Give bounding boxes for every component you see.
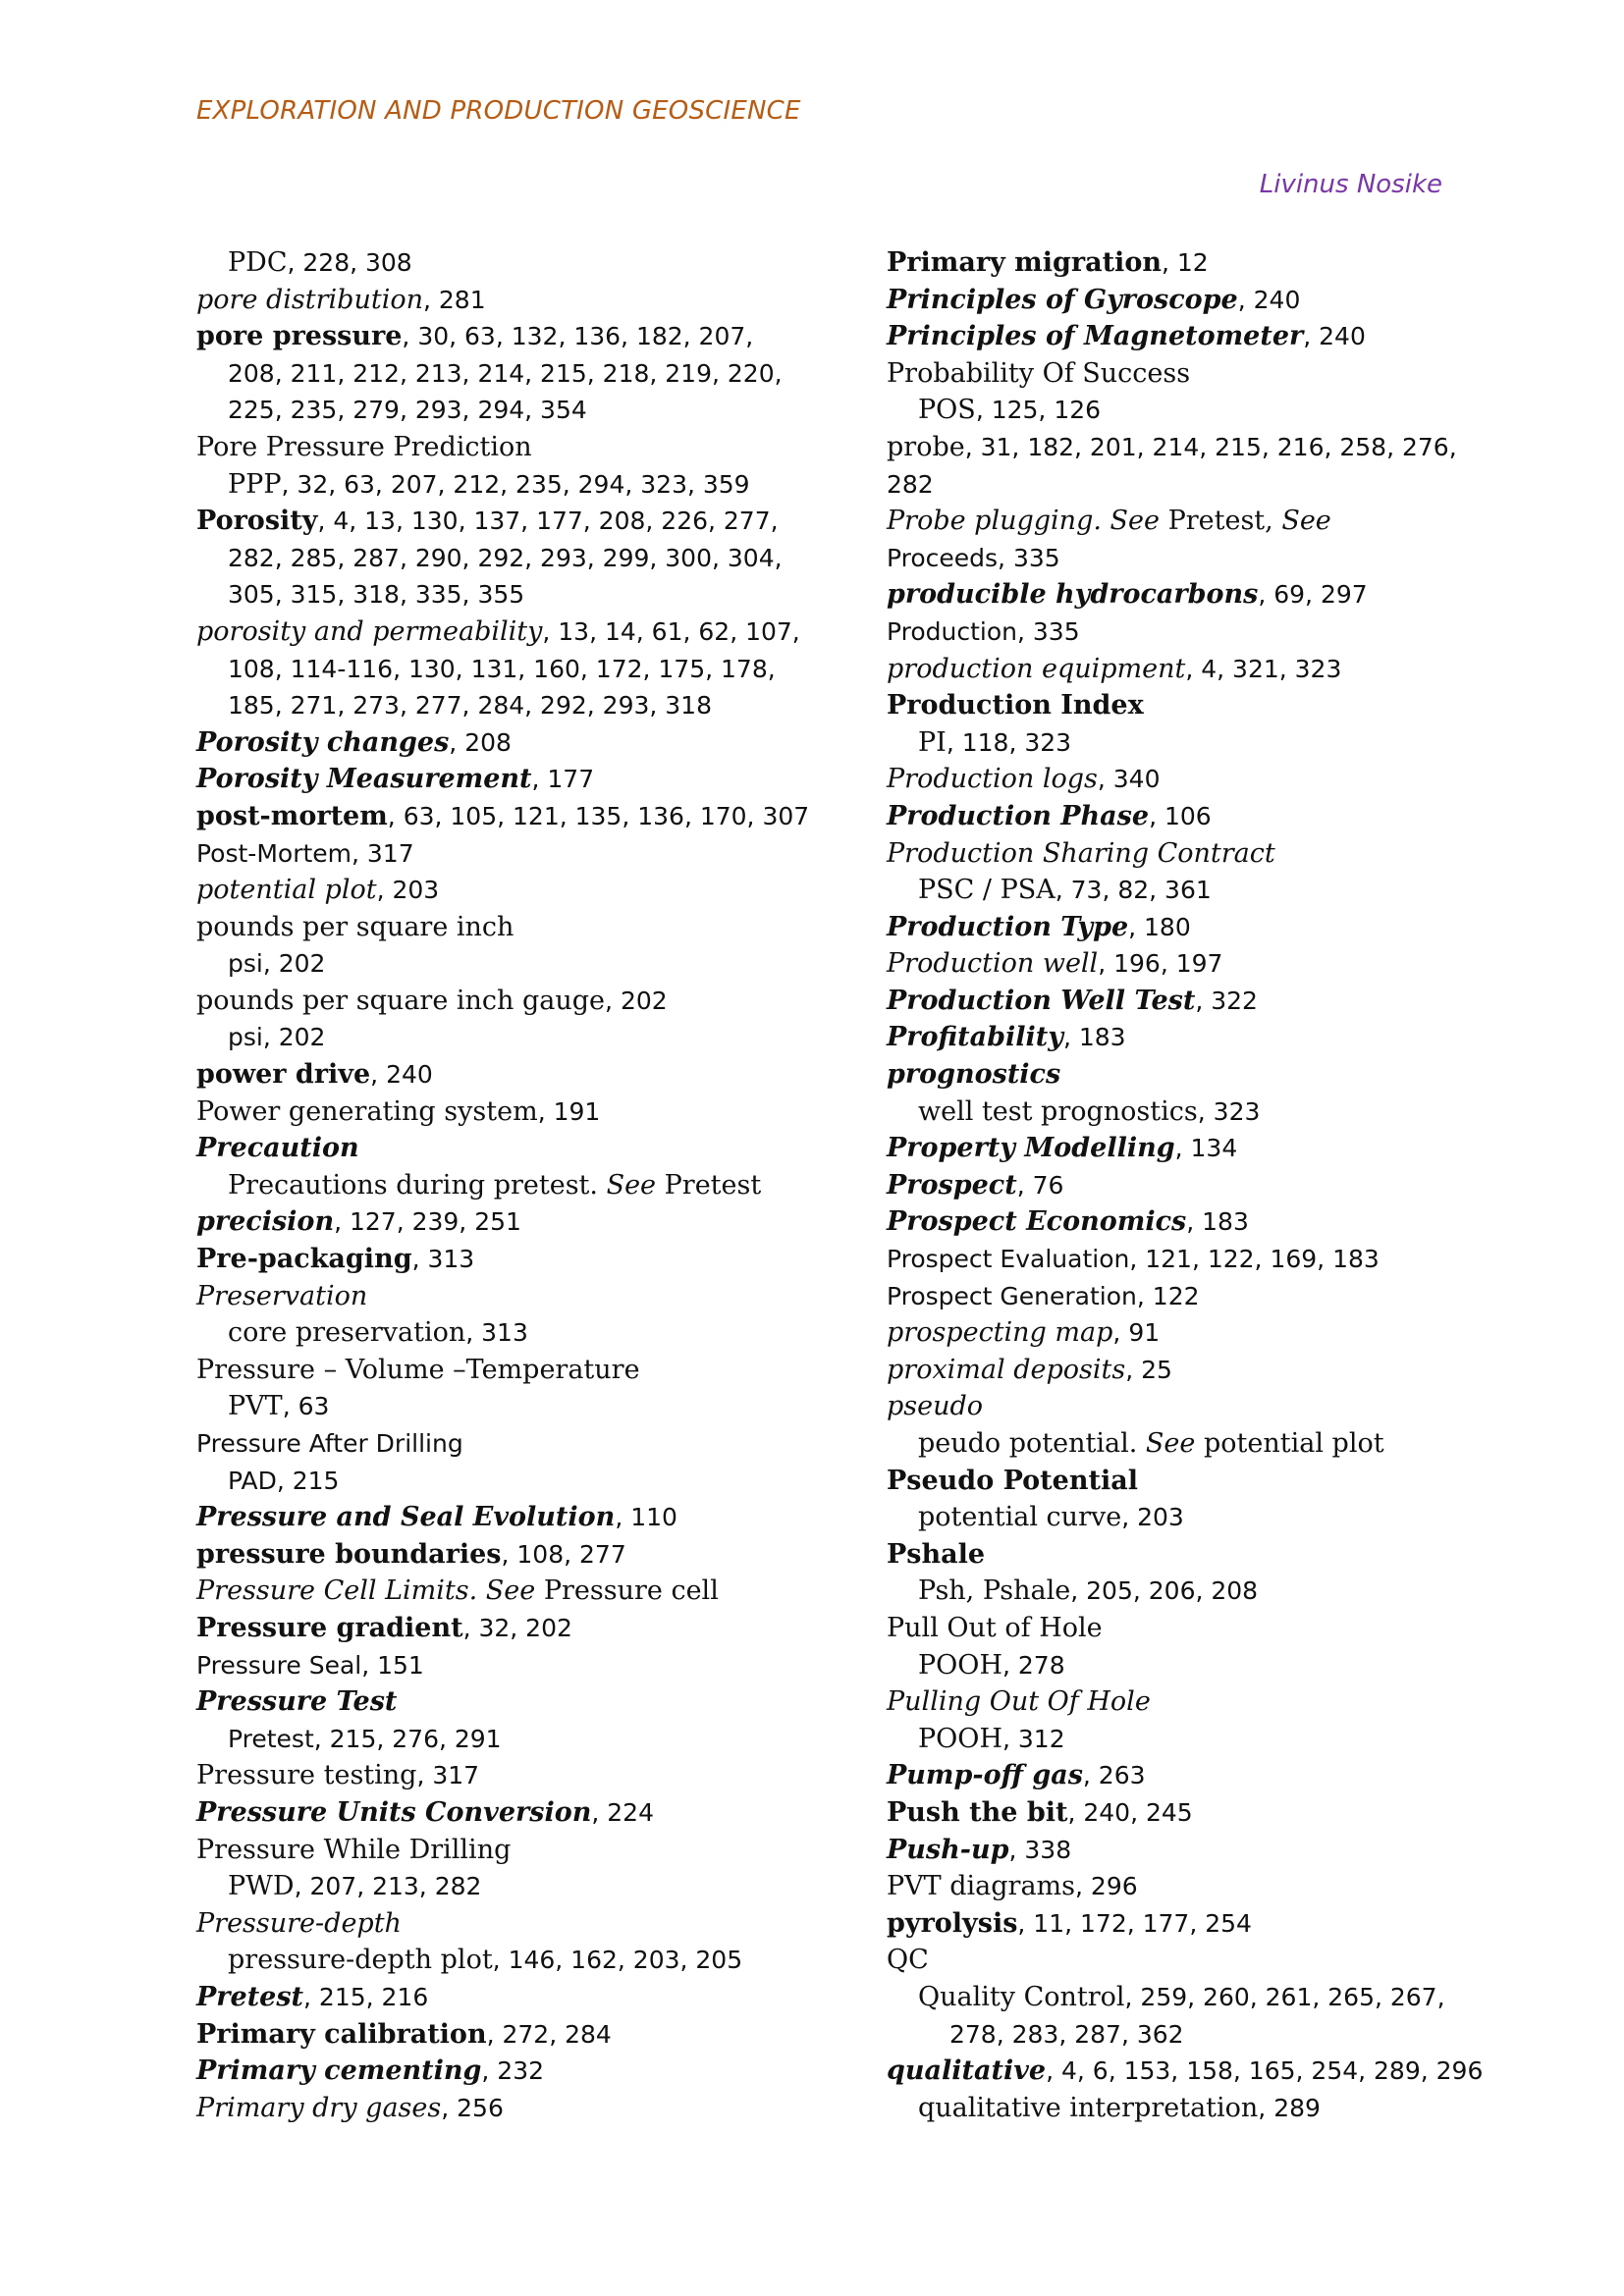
index-term: Principles of Gyroscope bbox=[887, 284, 1238, 315]
index-entry bbox=[196, 1573, 825, 1610]
index-entry bbox=[196, 1979, 825, 2016]
index-entry bbox=[887, 761, 1476, 798]
index-page-refs: , 312 bbox=[1001, 1724, 1065, 1753]
index-term: POOH bbox=[918, 1649, 1002, 1681]
index-entry bbox=[887, 1610, 1476, 1647]
index-page-refs: Pressure Seal, 151 bbox=[196, 1650, 424, 1680]
index-term: Precaution bbox=[196, 1133, 359, 1164]
index-page-refs: 282, 285, 287, 290, 292, 293, 299, 300, 304, bbox=[228, 543, 783, 572]
index-term: Production Type bbox=[887, 911, 1129, 942]
index-entry bbox=[196, 1536, 825, 1574]
index-term: production equipment bbox=[887, 653, 1186, 684]
index-entry bbox=[887, 355, 1476, 393]
index-entry bbox=[887, 724, 1476, 762]
index-term: pressure boundaries bbox=[196, 1538, 502, 1570]
index-page-refs: , 125, 126 bbox=[975, 396, 1102, 425]
index-term: Production logs bbox=[887, 764, 1098, 795]
index-term: Prospect bbox=[887, 1169, 1017, 1201]
index-connector: See bbox=[1281, 506, 1331, 537]
index-entry bbox=[196, 576, 825, 614]
index-entry bbox=[887, 1203, 1476, 1241]
index-term: prognostics bbox=[887, 1059, 1061, 1091]
index-page-refs: , 259, 260, 261, 265, 267, bbox=[1124, 1982, 1445, 2011]
index-entry bbox=[887, 1463, 1476, 1500]
index-page-refs: , 338 bbox=[1008, 1835, 1072, 1864]
index-entry bbox=[887, 651, 1476, 688]
index-entry bbox=[887, 1868, 1476, 1905]
index-entry bbox=[196, 1241, 825, 1278]
index-page-refs: , 146, 162, 203, 205 bbox=[492, 1946, 743, 1975]
index-entry bbox=[887, 983, 1476, 1020]
index-entry bbox=[196, 1019, 825, 1056]
running-header-author: Livinus Nosike bbox=[1259, 170, 1442, 199]
index-term: prospecting map bbox=[887, 1317, 1113, 1349]
index-entry bbox=[887, 429, 1476, 466]
index-page-refs: Prospect Evaluation, 121, 122, 169, 183 bbox=[887, 1245, 1380, 1274]
index-term: qualitative bbox=[887, 2056, 1047, 2087]
index-term: Power generating system bbox=[196, 1095, 538, 1127]
index-term: Pshale bbox=[887, 1538, 986, 1570]
index-page-refs: 108, 114-116, 130, 131, 160, 172, 175, 178, bbox=[228, 654, 776, 683]
index-entry bbox=[196, 392, 825, 429]
index-term: Production Phase bbox=[887, 800, 1150, 831]
index-entry bbox=[887, 1167, 1476, 1204]
index-term: Primary dry gases bbox=[196, 2092, 442, 2123]
index-term: probe bbox=[887, 431, 965, 462]
index-page-refs: , 118, 323 bbox=[946, 727, 1072, 757]
index-entry bbox=[887, 1019, 1476, 1056]
index-page-refs: , 272, 284 bbox=[486, 2019, 612, 2049]
index-page-refs: , 76 bbox=[1016, 1170, 1064, 1200]
index-entry bbox=[887, 1647, 1476, 1684]
index-page-refs: , 127, 239, 251 bbox=[334, 1207, 521, 1237]
index-term: PWD bbox=[228, 1871, 295, 1902]
index-term: PSC / PSA bbox=[918, 875, 1056, 906]
index-page-refs: , 196, 197 bbox=[1098, 949, 1223, 979]
index-term: Pressure and Seal Evolution bbox=[196, 1502, 616, 1533]
index-page-refs: Pressure After Drilling bbox=[196, 1429, 463, 1458]
index-page-refs: , 232 bbox=[481, 2056, 545, 2086]
index-entry bbox=[196, 1388, 825, 1425]
index-entry bbox=[196, 1056, 825, 1094]
index-entry bbox=[196, 1203, 825, 1241]
index-page-refs: , 4, 13, 130, 137, 177, 208, 226, 277, bbox=[317, 507, 779, 536]
index-entry bbox=[887, 1094, 1476, 1131]
index-entry bbox=[196, 429, 825, 466]
index-term: PDC bbox=[228, 247, 288, 278]
index-page-refs: , 30, 63, 132, 136, 182, 207, bbox=[402, 322, 754, 351]
index-term: PI bbox=[918, 726, 947, 758]
index-entry bbox=[196, 1905, 825, 1943]
index-term: producible hydrocarbons bbox=[887, 579, 1259, 611]
index-page-refs: , 240, 245 bbox=[1067, 1797, 1193, 1827]
index-term: Pressure – Volume –Temperature bbox=[196, 1354, 640, 1385]
index-entry bbox=[887, 466, 1476, 504]
index-entry bbox=[196, 1610, 825, 1647]
index-term: precision bbox=[196, 1206, 335, 1238]
index-term: Pseudo Potential bbox=[887, 1465, 1138, 1496]
index-entry bbox=[196, 318, 825, 355]
index-page-refs: , 256 bbox=[441, 2093, 504, 2122]
index-entry bbox=[887, 1832, 1476, 1869]
index-page-refs: , 224 bbox=[591, 1797, 654, 1827]
index-page-refs: , 108, 277 bbox=[501, 1539, 626, 1569]
index-entry bbox=[887, 1683, 1476, 1721]
index-entry bbox=[887, 244, 1476, 282]
index-term: Pull Out of Hole bbox=[887, 1612, 1103, 1643]
index-page-refs: , 134 bbox=[1174, 1134, 1238, 1163]
index-page-refs: , 263 bbox=[1082, 1761, 1146, 1790]
index-page-refs: , 4, 6, 153, 158, 165, 254, 289, 296 bbox=[1046, 2056, 1484, 2086]
index-entry bbox=[196, 1721, 825, 1758]
index-entry bbox=[196, 1868, 825, 1905]
index-term: Pressure Cell Limits bbox=[196, 1575, 469, 1607]
index-term: POS bbox=[918, 395, 976, 426]
index-term: Pump-off gas bbox=[887, 1760, 1083, 1791]
index-term: pressure-depth plot bbox=[228, 1945, 493, 1976]
index-page-refs: , 32, 63, 207, 212, 235, 294, 323, 359 bbox=[281, 469, 750, 499]
index-entry bbox=[196, 1647, 825, 1684]
index-term: QC bbox=[887, 1945, 929, 1976]
index-page-refs: , 106 bbox=[1149, 801, 1212, 830]
index-term: Production well bbox=[887, 948, 1099, 980]
index-term: pore distribution bbox=[196, 284, 423, 315]
index-page-refs: , 208 bbox=[449, 727, 512, 757]
index-entry bbox=[196, 983, 825, 1020]
index-entry bbox=[887, 392, 1476, 429]
index-page-refs: , 281 bbox=[422, 285, 486, 314]
index-term-secondary: Pretest bbox=[656, 1169, 762, 1201]
index-entry bbox=[196, 835, 825, 873]
index-page-refs: , 177 bbox=[531, 765, 595, 794]
index-term: PVT diagrams bbox=[887, 1871, 1076, 1902]
index-term: Porosity bbox=[196, 506, 318, 537]
index-entry bbox=[196, 1942, 825, 1979]
index-page-refs: 305, 315, 318, 335, 355 bbox=[228, 580, 525, 610]
index-entry bbox=[887, 503, 1476, 540]
index-column-left bbox=[196, 244, 825, 2126]
index-entry bbox=[887, 576, 1476, 614]
index-term: well test prognostics bbox=[918, 1095, 1198, 1127]
index-page-refs: , 240 bbox=[1237, 285, 1301, 314]
index-page-refs: , 110 bbox=[615, 1503, 677, 1532]
index-entry bbox=[887, 1573, 1476, 1610]
index-entry bbox=[887, 614, 1476, 651]
index-page-refs: , 278 bbox=[1001, 1650, 1065, 1680]
index-page-refs: , 296 bbox=[1075, 1872, 1138, 1901]
index-page-refs: , 183 bbox=[1062, 1023, 1126, 1052]
index-entry bbox=[196, 1832, 825, 1869]
index-entry bbox=[196, 1278, 825, 1315]
index-term: porosity bbox=[196, 615, 306, 647]
index-page-refs: Pretest, 215, 276, 291 bbox=[228, 1724, 502, 1753]
index-page-refs: , 322 bbox=[1195, 986, 1258, 1015]
index-term: Primary cementing bbox=[196, 2056, 482, 2087]
index-page-refs: Prospect Generation, 122 bbox=[887, 1281, 1200, 1310]
index-term: Principles of Magnetometer bbox=[887, 321, 1304, 352]
index-connector: . See bbox=[468, 1575, 536, 1607]
index-entry bbox=[887, 1314, 1476, 1352]
index-term: Pressure Units Conversion bbox=[196, 1796, 592, 1828]
index-page-refs: , 228, 308 bbox=[287, 248, 412, 277]
index-entry bbox=[887, 1942, 1476, 1979]
index-entry bbox=[196, 1314, 825, 1352]
index-column-right bbox=[887, 244, 1484, 2126]
index-entry bbox=[196, 1463, 825, 1500]
index-page-refs: PAD, 215 bbox=[228, 1466, 340, 1495]
index-term: Profitability bbox=[887, 1022, 1063, 1053]
index-entry bbox=[196, 244, 825, 282]
index-term-secondary: permeability bbox=[372, 615, 543, 647]
index-term: Pressure Test bbox=[196, 1686, 398, 1718]
index-connector: and bbox=[305, 615, 373, 647]
index-entry bbox=[887, 872, 1476, 909]
index-entry bbox=[196, 2090, 825, 2127]
index-entry bbox=[887, 2016, 1476, 2054]
index-entry bbox=[887, 2090, 1476, 2127]
index-term: Probability Of Success bbox=[887, 357, 1191, 389]
index-term: Porosity Measurement bbox=[196, 764, 532, 795]
index-entry bbox=[887, 2053, 1484, 2090]
index-page-refs: 282 bbox=[887, 469, 934, 499]
index-entry bbox=[887, 1979, 1476, 2016]
index-entry bbox=[196, 1794, 825, 1832]
index-connector: See bbox=[606, 1169, 657, 1201]
index-entry bbox=[887, 1352, 1476, 1389]
index-entry bbox=[196, 1094, 825, 1131]
index-page-refs: , 203 bbox=[1121, 1503, 1184, 1532]
index-entry bbox=[196, 2053, 825, 2090]
index-entry bbox=[196, 1167, 825, 1204]
index-term: Pressure-depth bbox=[196, 1907, 402, 1939]
index-connector: . See bbox=[1093, 506, 1160, 537]
index-term: Push the bit bbox=[887, 1796, 1068, 1828]
index-term: Pretest bbox=[196, 1981, 304, 2012]
index-entry bbox=[887, 1794, 1476, 1832]
index-page-refs: , 25 bbox=[1125, 1355, 1172, 1384]
index-page-refs: , 317 bbox=[416, 1761, 480, 1790]
index-page-refs: 278, 283, 287, 362 bbox=[949, 2019, 1184, 2049]
index-entry bbox=[887, 540, 1476, 577]
index-page-refs: , 289 bbox=[1258, 2093, 1321, 2122]
index-page-refs: , 180 bbox=[1128, 912, 1191, 941]
index-term: Production Sharing Contract bbox=[887, 837, 1275, 869]
index-entry bbox=[196, 614, 825, 651]
index-entry bbox=[196, 872, 825, 909]
index-page-refs: , 240 bbox=[1303, 322, 1366, 351]
index-page-refs: , 31, 182, 201, 214, 215, 216, 258, 276, bbox=[964, 432, 1457, 461]
index-term: Property Modelling bbox=[887, 1133, 1175, 1164]
index-term: Push-up bbox=[887, 1834, 1009, 1865]
index-page-refs: , 73, 82, 361 bbox=[1055, 876, 1212, 905]
index-term: Pressure While Drilling bbox=[196, 1834, 512, 1865]
index-page-refs: , 313 bbox=[465, 1318, 528, 1348]
index-entry bbox=[196, 687, 825, 724]
index-entry bbox=[887, 1241, 1476, 1278]
index-term: Production Well Test bbox=[887, 985, 1196, 1016]
index-page-refs: , 4, 321, 323 bbox=[1185, 654, 1342, 683]
index-page-refs: , 32, 202 bbox=[462, 1613, 572, 1642]
index-page-refs: , 202 bbox=[605, 986, 668, 1015]
index-page-refs: , 240 bbox=[370, 1060, 433, 1090]
index-entry bbox=[196, 466, 825, 504]
index-entry bbox=[887, 687, 1476, 724]
index-term: Prospect Economics bbox=[887, 1206, 1187, 1238]
index-term: core preservation bbox=[228, 1317, 466, 1349]
index-term-secondary: Pretest, bbox=[1159, 506, 1282, 537]
index-entry bbox=[196, 1352, 825, 1389]
index-page-refs: , 69, 297 bbox=[1258, 580, 1368, 610]
index-entry bbox=[196, 909, 825, 946]
index-entry bbox=[887, 1130, 1476, 1167]
index-entry bbox=[196, 724, 825, 762]
index-page-refs: , 313 bbox=[411, 1245, 475, 1274]
index-term: POOH bbox=[918, 1723, 1002, 1754]
index-entry bbox=[196, 651, 825, 688]
index-page-refs: 225, 235, 279, 293, 294, 354 bbox=[228, 396, 587, 425]
index-page-refs: , 63 bbox=[282, 1392, 330, 1421]
index-page-refs: , 12 bbox=[1161, 248, 1209, 277]
index-entry bbox=[196, 355, 825, 393]
index-term: Probe plugging bbox=[887, 506, 1094, 537]
index-term: Psh, Pshale bbox=[918, 1575, 1071, 1607]
index-entry bbox=[196, 540, 825, 577]
index-page-refs: psi, 202 bbox=[228, 949, 326, 979]
index-term: pseudo bbox=[887, 1391, 984, 1422]
index-term: potential plot bbox=[196, 875, 377, 906]
index-entry bbox=[196, 503, 825, 540]
index-page-refs: Production, 335 bbox=[887, 616, 1080, 646]
index-term: power drive bbox=[196, 1059, 371, 1091]
index-entry bbox=[887, 1499, 1476, 1536]
index-term: post-mortem bbox=[196, 800, 388, 831]
index-entry bbox=[887, 1721, 1476, 1758]
index-term: Primary migration bbox=[887, 247, 1162, 278]
index-entry bbox=[887, 798, 1476, 835]
index-page-refs: psi, 202 bbox=[228, 1023, 326, 1052]
index-term: peudo potential. bbox=[918, 1428, 1146, 1459]
index-page-refs: Post-Mortem, 317 bbox=[196, 838, 414, 868]
index-entry bbox=[887, 835, 1476, 873]
index-term: PVT bbox=[228, 1391, 283, 1422]
index-entry bbox=[887, 1388, 1476, 1425]
index-page-refs: , 13, 14, 61, 62, 107, bbox=[542, 616, 800, 646]
index-page-refs: , 191 bbox=[537, 1096, 601, 1126]
index-entry bbox=[887, 1757, 1476, 1794]
index-page-refs: , 323 bbox=[1197, 1096, 1261, 1126]
index-entry bbox=[887, 1425, 1476, 1463]
index-page-refs: , 203 bbox=[376, 876, 440, 905]
index-term: PPP bbox=[228, 468, 282, 500]
index-entry bbox=[196, 1757, 825, 1794]
index-entry bbox=[196, 2016, 825, 2054]
index-term-secondary: potential plot bbox=[1195, 1428, 1384, 1459]
index-term: proximal deposits bbox=[887, 1354, 1126, 1385]
index-page-refs: , 207, 213, 282 bbox=[294, 1872, 482, 1901]
index-entry bbox=[196, 282, 825, 319]
running-header-title: EXPLORATION AND PRODUCTION GEOSCIENCE bbox=[196, 96, 801, 126]
index-page-refs: , 183 bbox=[1186, 1207, 1249, 1237]
index-term: pounds per square inch gauge bbox=[196, 985, 606, 1016]
index-term: Porosity changes bbox=[196, 726, 450, 758]
index-entry bbox=[887, 282, 1476, 319]
index-page-refs: 208, 211, 212, 213, 214, 215, 218, 219, 220, bbox=[228, 358, 783, 388]
index-page-refs: , 205, 206, 208 bbox=[1070, 1576, 1259, 1606]
index-entry bbox=[887, 909, 1476, 946]
index-term: Primary calibration bbox=[196, 2018, 487, 2050]
index-term: Pulling Out Of Hole bbox=[887, 1686, 1151, 1718]
index-term-secondary: Pressure cell bbox=[535, 1575, 719, 1607]
index-entry bbox=[887, 1905, 1476, 1943]
index-entry bbox=[196, 1683, 825, 1721]
index-term: Production Index bbox=[887, 690, 1144, 721]
index-page-refs: , 91 bbox=[1112, 1318, 1161, 1348]
index-entry bbox=[196, 1130, 825, 1167]
index-entry bbox=[887, 1536, 1476, 1574]
index-entry bbox=[887, 1278, 1476, 1315]
index-term: Pressure testing bbox=[196, 1760, 417, 1791]
index-entry bbox=[196, 798, 825, 835]
index-page-refs: , 11, 172, 177, 254 bbox=[1017, 1908, 1252, 1938]
index-entry bbox=[196, 1425, 825, 1463]
index-entry bbox=[887, 318, 1476, 355]
index-entry bbox=[196, 945, 825, 983]
index-term: Pressure gradient bbox=[196, 1612, 463, 1643]
index-entry bbox=[196, 1499, 825, 1536]
index-term: pyrolysis bbox=[887, 1907, 1018, 1939]
index-term: Precautions during pretest. bbox=[228, 1169, 607, 1201]
index-term: potential curve bbox=[918, 1502, 1122, 1533]
index-page-refs: , 215, 216 bbox=[303, 1982, 429, 2011]
index-page-refs: , 63, 105, 121, 135, 136, 170, 307 bbox=[387, 801, 810, 830]
index-term: pore pressure bbox=[196, 321, 403, 352]
index-entry bbox=[887, 945, 1476, 983]
index-entry bbox=[887, 1056, 1476, 1094]
index-term: Pore Pressure Prediction bbox=[196, 431, 532, 462]
index-term: Preservation bbox=[196, 1280, 368, 1311]
index-term: pounds per square inch bbox=[196, 911, 514, 942]
index-term: qualitative interpretation bbox=[918, 2092, 1259, 2123]
index-page-refs: 185, 271, 273, 277, 284, 292, 293, 318 bbox=[228, 691, 712, 721]
index-page-refs: , 340 bbox=[1097, 765, 1161, 794]
index-connector: See bbox=[1145, 1428, 1196, 1459]
index-entry bbox=[196, 761, 825, 798]
index-page-refs: Proceeds, 335 bbox=[887, 543, 1060, 572]
index-term: Pre-packaging bbox=[196, 1244, 412, 1275]
index-term: Quality Control bbox=[918, 1981, 1125, 2012]
